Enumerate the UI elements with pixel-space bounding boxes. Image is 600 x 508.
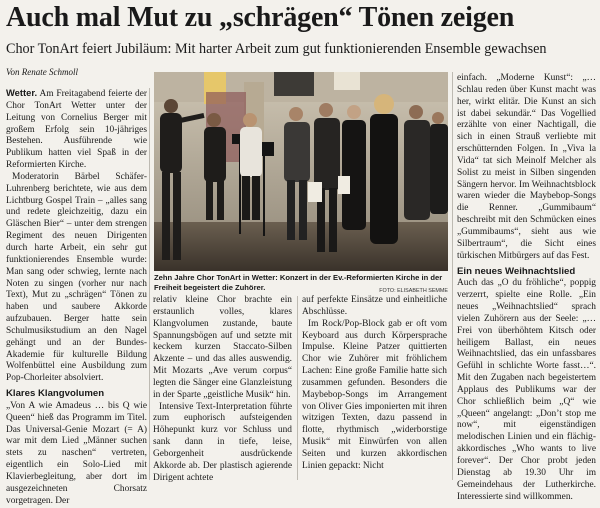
article-column-1 xyxy=(6,87,147,508)
column-divider xyxy=(297,296,298,480)
choir-photo xyxy=(154,72,448,271)
paragraph: relativ kleine Chor brachte ein erstaunlich volles, klares Klangvolumen zustande, baute Spannungsbögen auf und setzte mit keckem kurzen Staccato-Silben Akzente – und das alles auswendig. Mit Mozarts „Ave verum corpus“ legten die Sänger eine Glanzleistung in der Sparte „geistliche Musik“ hin. xyxy=(153,295,292,400)
column-divider xyxy=(452,72,453,480)
paragraph: „Von A wie Amadeus … bis Q wie Queen“ hieß das Programm im Titel. Das Universal-Genie Mozart (= A) war mit dem Lied „Männer suchen stets zu naschen“ vertreten, eigentlich ein Solo-Lied mit Klavierbegleitung, aber dort im ausgezeichneten Chorsatz vorgetragen. Der xyxy=(6,400,147,506)
byline: Von Renate Schmoll xyxy=(6,67,78,77)
paragraph: Moderatorin Bärbel Schäfer-Luhrenberg berichtete, wie aus dem Lichtburg Gospel Train – „alles sang und redete gleichzeitig, dazu ein Gläschen Bier“ – unter dem strengen Regiment des neuen Dirigenten durch harte Arbeit, ein sehr gut funktionierendes Ensemble wurde: Man sang oder schwieg, lernte nach Noten zu singen (vorher nur nach Text), Mut zu „schrägen“ Tönen zu haben und saubere Akkorde aufzubauen. Berger hatte sein Schulmusikstudium an den Nagel gehängt und an der Bundes-Akademie für kulturelle Bildung Wolfenbüttel eine Ausbildung zum Pop-Chorleiter absolviert. xyxy=(6,171,147,384)
paragraph: Auch das „O du fröhliche“, poppig verzerrt, spielte eine Rolle. „Ein neues „Weihnachtslied“ sprach vielen Zuhörern aus der Seele: „…Frei von überhöhtem Kitsch oder heiligem Ballast, ein neues Weihnachtslied, das ein unfassbares Gefühl in schlichte Worte fasst…“. Mit den Zugaben nach begeistertem Applaus des Publikums war der Chor schließlich beim „Q“ wie „Queen“ angelangt: „Don’t stop me now“, mit eigenständigen melodischen Linien und ein flächig-akkordisches „Who wants to live forever“. Der Chor probt jeden Dienstag ab 19.30 Uhr im Gemeindehaus der Lutherkirche. Interessierte sind willkommen. xyxy=(457,278,596,502)
article-column-2 xyxy=(153,295,292,485)
section-heading: Ein neues Weihnachtslied xyxy=(457,265,576,277)
article-column-4 xyxy=(457,73,596,503)
photo-credit: FOTO: ELISABETH SEMME xyxy=(379,288,448,294)
subheadline: Chor TonArt feiert Jubiläum: Mit harter Arbeit zum gut funktionierenden Ensemble gewachsen xyxy=(6,41,547,57)
paragraph: auf perfekte Einsätze und einheitliche Abschlüsse. xyxy=(302,295,447,317)
dateline: Wetter. xyxy=(6,87,38,98)
article-column-3 xyxy=(302,295,447,473)
photo-caption: Zehn Jahre Chor TonArt in Wetter: Konzert in der Ev.-Reformierten Kirche in der Freiheit begeistert die Zuhörer. xyxy=(154,273,443,292)
paragraph: einfach. „Moderne Kunst“: „…Schlau reden über Kunst macht was her, wirkt elitär. Die Kunst an sich ist dabei sekundär.“ Das Vogellied erzählte von einer Nachtigall, die sich in einen Strauß verliebte mit erschütternden Folgen. In „Viva la Vida“ tat sich Meinolf Melcher als Solist zu meist in Silben singenden Sängern hervor. Im Weihnachtsblock waren wieder die Maybebop-Songs die Renner. „Gummibaum“ beschreibt mit den Schmücken eines „Gummibaums“, sieht aus wie Silbertraum“, die Sicht eines türkischen Mitbürgers auf das Fest. xyxy=(457,73,596,261)
paragraph: Im Rock/Pop-Block gab er oft vom Keyboard aus durch Körpersprache Impulse. Kleine Patzer quittierten Chor wie Zuhörer mit fröhlichem Lachen: Eine große Familie hatte sich zusammen gefunden. Besonders die Maybebop-Songs im Arrangement von Oliver Gies imponierten mit ihren witzigen Texten, dazu passend in flotte, rhythmisch „widerborstige Musik“ mit Einwürfen von allen Seiten und kurzen akkordischen Linien gepackt: Nicht xyxy=(302,318,447,471)
column-divider xyxy=(149,88,150,480)
headline: Auch mal Mut zu „schrägen“ Tönen zeigen xyxy=(6,2,515,33)
paragraph-text: Am Freitagabend feierte der Chor TonArt Wetter unter der Leitung von Cornelius Berger mit großem Erfolg sein 10-jähriges Bestehen. Ausführende wie Publikum hatten viel Spaß in der Reformierten Kirche. xyxy=(6,89,147,171)
section-heading: Klares Klangvolumen xyxy=(6,388,105,400)
paragraph xyxy=(6,87,147,172)
paragraph: Intensive Text-Interpretation führte zum euphorisch aufsteigenden Höhepunkt kurz vor Schluss und sank dann in tiefe, leise, Geborgenheit ausdrückende Akkorde ab. Der plastisch agierende Dirigent achtete xyxy=(153,401,292,483)
